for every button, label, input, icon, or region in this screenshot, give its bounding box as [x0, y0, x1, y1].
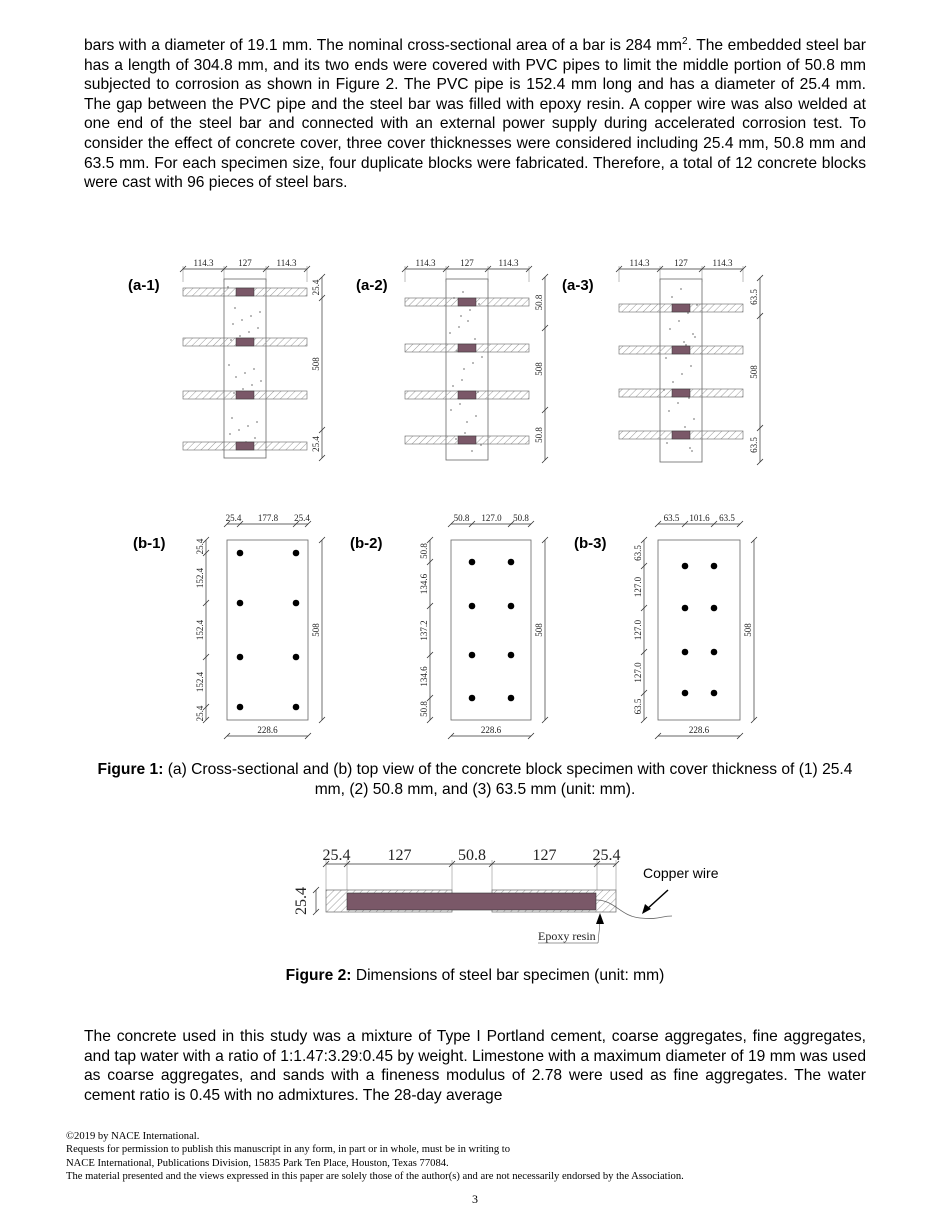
aggregate-dot	[253, 368, 255, 370]
dimension-label: 25.4	[311, 436, 321, 452]
steel-bar-dot	[508, 603, 515, 610]
steel-bar-dot	[293, 654, 300, 661]
dimension-label: 101.6	[689, 513, 710, 523]
aggregate-dot	[665, 357, 667, 359]
aggregate-dot	[458, 326, 460, 328]
aggregate-dot	[688, 397, 690, 399]
panel-label: (a-1)	[128, 277, 160, 294]
panel-label: (b-1)	[133, 535, 166, 552]
top-view-panels	[133, 513, 757, 739]
steel-bar-dot	[237, 600, 244, 607]
steel-bar-exposed	[458, 391, 476, 399]
dimension-label: 114.3	[193, 258, 214, 268]
steel-bar-dot	[711, 605, 718, 612]
steel-bar-dot	[682, 690, 689, 697]
cross-section-panels	[128, 258, 763, 465]
block-outline	[451, 540, 531, 720]
page-number: 3	[472, 1192, 478, 1206]
dimension-label: 114.3	[498, 258, 519, 268]
dimension-label: 114.3	[712, 258, 733, 268]
aggregate-dot	[462, 291, 464, 293]
figure-1-caption	[84, 760, 866, 800]
aggregate-dot	[238, 429, 240, 431]
caption-label: Figure 1:	[97, 761, 164, 778]
copyright-footer	[66, 1130, 886, 1183]
dimension-label: 50.8	[534, 427, 544, 443]
top-view-2	[350, 513, 548, 739]
aggregate-dot	[691, 450, 693, 452]
panel-label: (a-3)	[562, 277, 594, 294]
dimension-label: 508	[311, 357, 321, 371]
steel-bar-dot	[469, 695, 476, 702]
aggregate-dot	[467, 320, 469, 322]
steel-bar-exposed	[672, 346, 690, 354]
aggregate-dot	[254, 437, 256, 439]
dimension-label: 25.4	[311, 279, 321, 296]
aggregate-dot	[235, 376, 237, 378]
aggregate-dot	[459, 403, 461, 405]
top-view-1	[133, 513, 325, 739]
aggregate-dot	[471, 450, 473, 452]
aggregate-dot	[239, 335, 241, 337]
aggregate-dot	[678, 320, 680, 322]
dimension-label: 508	[743, 623, 753, 637]
steel-bar-dot	[237, 550, 244, 557]
steel-bar-exposed	[672, 389, 690, 397]
footer-line: The material presented and the views expressed in this paper are solely those of the author(s) and are not necessarily endorsed by the Association.	[66, 1170, 684, 1182]
steel-bar-exposed	[236, 442, 254, 450]
caption-text: (a) Cross-sectional and (b) top view of the concrete block specimen with cover thickness of (1) 25.4 mm, (2) 50.8 mm, and (3) 63.5 mm (unit: mm).	[163, 761, 853, 798]
aggregate-dot	[480, 444, 482, 446]
steel-bar-dot	[237, 704, 244, 711]
concrete-paragraph: The concrete used in this study was a mixture of Type I Portland cement, coarse aggregates, fine aggregates, and tap water with a ratio of 1:1.47:3.29:0.45 by weight. Limestone with a maximum diameter of 19 mm was used as coarse aggregates, and sands with a fineness modulus of 2.78 were used as fine aggregates. The water cement ratio is 0.45 with no admixtures. The 28-day average	[84, 1028, 866, 1104]
aggregate-dot	[241, 319, 243, 321]
copper-wire-arrow	[646, 890, 668, 910]
steel-bar-exposed	[236, 338, 254, 346]
dimension-label: 25.4	[322, 847, 351, 864]
aggregate-dot	[259, 311, 261, 313]
steel-bar-dot	[682, 563, 689, 570]
aggregate-dot	[683, 341, 685, 343]
aggregate-dot	[684, 426, 686, 428]
dimension-label: 127.0	[633, 662, 643, 683]
dimension-label: 50.8	[419, 543, 429, 559]
aggregate-dot	[247, 425, 249, 427]
aggregate-dot	[450, 409, 452, 411]
steel-bar-dot	[682, 605, 689, 612]
steel-bar-exposed	[236, 288, 254, 296]
dimension-label: 63.5	[749, 437, 759, 453]
caption-label: Figure 2:	[285, 967, 352, 984]
aggregate-dot	[677, 402, 679, 404]
aggregate-dot	[232, 323, 234, 325]
aggregate-dot	[472, 362, 474, 364]
steel-bar	[347, 893, 596, 910]
steel-bar-dot	[469, 603, 476, 610]
aggregate-dot	[685, 344, 687, 346]
dimension-label: 63.5	[719, 513, 735, 523]
paragraph-text: bars with a diameter of 19.1 mm. The nominal cross-sectional area of a bar is 284 mm	[84, 37, 683, 54]
panel-label: (a-2)	[356, 277, 388, 294]
aggregate-dot	[449, 332, 451, 334]
steel-bar-diagram	[293, 847, 719, 943]
steel-bar-dot	[711, 563, 718, 570]
figure-2-caption	[84, 966, 866, 986]
steel-bar-exposed	[236, 391, 254, 399]
cross-section-1	[128, 258, 325, 461]
steel-bar-dot	[293, 704, 300, 711]
dimension-label: 50.8	[513, 513, 529, 523]
figure-1	[0, 250, 950, 750]
aggregate-dot	[461, 379, 463, 381]
dimension-label: 25.4	[225, 513, 242, 523]
steel-bar-dot	[508, 652, 515, 659]
steel-bar-exposed	[458, 344, 476, 352]
steel-bar-dot	[293, 550, 300, 557]
dimension-label: 508	[534, 362, 544, 376]
block-outline	[658, 540, 740, 720]
dimension-label: 50.8	[419, 701, 429, 717]
aggregate-dot	[693, 418, 695, 420]
cross-section-3	[562, 258, 763, 465]
figure-2	[280, 838, 760, 950]
steel-bar-exposed	[458, 436, 476, 444]
aggregate-dot	[251, 384, 253, 386]
aggregate-dot	[666, 442, 668, 444]
top-view-3	[574, 513, 757, 739]
dimension-label: 63.5	[633, 698, 643, 715]
dimension-label: 127	[387, 847, 412, 864]
aggregate-dot	[475, 415, 477, 417]
aggregate-dot	[231, 417, 233, 419]
dimension-label: 114.3	[629, 258, 650, 268]
dimension-label: 134.6	[419, 666, 429, 687]
aggregate-dot	[257, 327, 259, 329]
aggregate-dot	[228, 364, 230, 366]
dimension-label: 25.4	[592, 847, 621, 864]
aggregate-dot	[463, 368, 465, 370]
aggregate-dot	[672, 381, 674, 383]
aggregate-dot	[227, 286, 229, 288]
dimension-label: 63.5	[663, 513, 680, 523]
dimension-label: 25.4	[293, 887, 310, 915]
dimension-label: 25.4	[195, 705, 205, 722]
aggregate-dot	[256, 421, 258, 423]
dimension-label: 63.5	[633, 545, 643, 561]
aggregate-dot	[474, 338, 476, 340]
aggregate-dot	[452, 385, 454, 387]
dimension-label: 137.2	[419, 620, 429, 641]
aggregate-dot	[469, 309, 471, 311]
aggregate-dot	[250, 315, 252, 317]
leader-line	[598, 922, 600, 943]
aggregate-dot	[694, 336, 696, 338]
steel-bar-dot	[469, 559, 476, 566]
aggregate-dot	[460, 315, 462, 317]
dimension-label: 127.0	[481, 513, 502, 523]
dimension-label: 152.4	[195, 567, 205, 589]
dimension-label: 25.4	[294, 513, 310, 523]
intro-paragraph	[84, 36, 866, 193]
footer-line: Requests for permission to publish this manuscript in any form, in part or in whole, must be in writing to	[66, 1144, 511, 1156]
dimension-label: 177.8	[257, 513, 279, 523]
dimension-label: 114.3	[415, 258, 436, 268]
aggregate-dot	[689, 447, 691, 449]
dimension-label: 508	[534, 623, 544, 637]
aggregate-dot	[234, 307, 236, 309]
steel-bar-exposed	[672, 431, 690, 439]
dimension-label: 127	[674, 258, 688, 268]
steel-bar-dot	[711, 690, 718, 697]
dimension-label: 228.6	[688, 725, 710, 735]
dimension-label: 228.6	[257, 725, 278, 735]
concrete-block	[224, 279, 266, 458]
dimension-label: 127.0	[633, 619, 643, 641]
footer-line: ©2019 by NACE International.	[66, 1131, 200, 1142]
aggregate-dot	[668, 410, 670, 412]
aggregate-dot	[464, 432, 466, 434]
epoxy-resin-label: Epoxy resin	[538, 929, 596, 943]
dimension-label: 127	[460, 258, 474, 268]
panel-label: (b-3)	[574, 535, 607, 552]
steel-bar-dot	[711, 649, 718, 656]
aggregate-dot	[244, 372, 246, 374]
steel-bar-dot	[237, 654, 244, 661]
dimension-label: 127	[238, 258, 252, 268]
arrow-head	[596, 913, 604, 924]
aggregate-dot	[481, 356, 483, 358]
dimension-label: 152.4	[195, 671, 205, 693]
superscript: 2	[682, 35, 688, 47]
aggregate-dot	[466, 421, 468, 423]
dimension-label: 25.4	[195, 538, 205, 555]
panel-label: (b-2)	[350, 535, 383, 552]
paragraph-text-cont: . The embedded steel bar has a length of 304.8 mm, and its two ends were covered with PVC pipes to limit the middle portion of 50.8 mm subjected to corrosion as shown in Figure 2. The PVC pipe is 152.4 mm long and has a diameter of 25.4 mm. The gap between the PVC pipe and the steel bar was filled with epoxy resin. A copper wire was also welded at one end of the steel bar and connected with an external power supply during accelerated corrosion test. To consider the effect of concrete cover, three cover thicknesses were considered including 25.4 mm, 50.8 mm and 63.5 mm. For each specimen size, four duplicate blocks were fabricated. Therefore, a total of 12 concrete blocks were cast with 96 pieces of steel bars.	[84, 37, 866, 192]
aggregate-dot	[692, 333, 694, 335]
arrow-head	[642, 904, 651, 914]
dimension-label: 152.4	[195, 619, 205, 641]
dimension-label: 508	[749, 365, 759, 379]
steel-bar-dot	[469, 652, 476, 659]
dimension-label: 50.8	[534, 294, 544, 311]
steel-bar-dot	[293, 600, 300, 607]
aggregate-dot	[680, 288, 682, 290]
aggregate-dot	[690, 365, 692, 367]
steel-bar-dot	[682, 649, 689, 656]
dimension-label: 50.8	[453, 513, 470, 523]
dimension-label: 127	[532, 847, 557, 864]
dimension-label: 127.0	[633, 576, 643, 598]
dimension-label: 228.6	[480, 725, 502, 735]
dimension-label: 508	[311, 623, 321, 637]
aggregate-dot	[242, 388, 244, 390]
aggregate-dot	[671, 296, 673, 298]
aggregate-dot	[687, 312, 689, 314]
steel-bar-dot	[508, 559, 515, 566]
aggregate-dot	[260, 380, 262, 382]
steel-bar-exposed	[672, 304, 690, 312]
dimension-label: 134.6	[419, 573, 429, 595]
dimension-label: 114.3	[276, 258, 297, 268]
block-outline	[227, 540, 308, 720]
cross-section-2	[356, 258, 548, 463]
caption-text: Dimensions of steel bar specimen (unit: mm)	[351, 967, 665, 984]
dimension-label: 50.8	[458, 847, 486, 864]
aggregate-dot	[248, 331, 250, 333]
aggregate-dot	[229, 433, 231, 435]
footer-line: NACE International, Publications Division, 15835 Park Ten Place, Houston, Texas 77084.	[66, 1157, 449, 1169]
aggregate-dot	[669, 328, 671, 330]
steel-bar-dot	[508, 695, 515, 702]
copper-wire-label: Copper wire	[643, 865, 719, 881]
steel-bar-exposed	[458, 298, 476, 306]
aggregate-dot	[681, 373, 683, 375]
dimension-label: 63.5	[749, 289, 759, 305]
